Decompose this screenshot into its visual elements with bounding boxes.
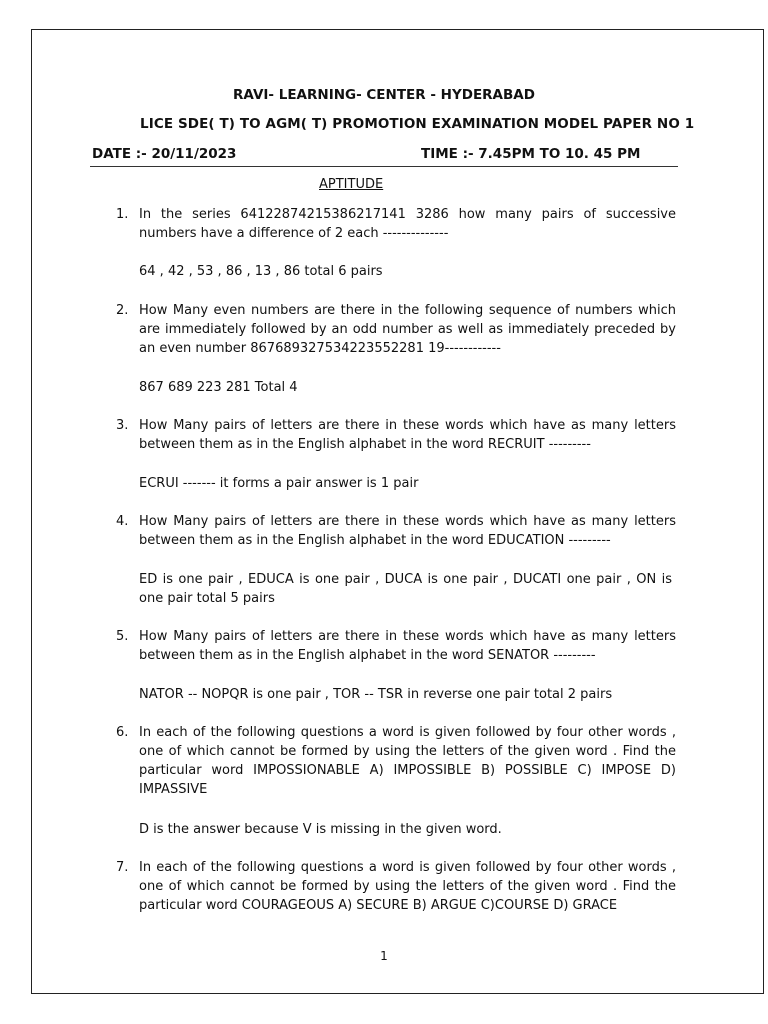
question-number: 6. [116,725,129,740]
question-number: 5. [116,629,129,644]
header-divider [90,166,678,167]
document-subtitle: LICE SDE( T) TO AGM( T) PROMOTION EXAMINATION MODEL PAPER NO 1 [140,116,695,132]
document-title: RAVI- LEARNING- CENTER - HYDERABAD [233,87,535,103]
question-item [116,723,676,799]
question-text: How Many even numbers are there in the following sequence of numbers which are immediately followed by an odd number as well as immediately preceded by an even number 867689327534223552281 19------------ [139,303,676,356]
question-text: In the series 64122874215386217141 3286 how many pairs of successive numbers have a difference of 2 each -------------- [139,207,676,241]
answer-text: NATOR -- NOPQR is one pair , TOR -- TSR in reverse one pair total 2 pairs [139,687,613,702]
exam-time: TIME :- 7.45PM TO 10. 45 PM [421,146,641,162]
question-item [116,627,676,665]
question-item [116,301,676,358]
answer-text: D is the answer because V is missing in the given word. [139,822,502,837]
question-text: In each of the following questions a word is given followed by four other words , one of which cannot be formed by using the letters of the given word . Find the particular word COURAGEOUS A) SECURE B) ARGUE C)COURSE D) GRACE [139,860,676,913]
answer-text: 867 689 223 281 Total 4 [139,380,298,395]
answer-text: ED is one pair , EDUCA is one pair , DUCA is one pair , DUCATI one pair , ON is one pair total 5 pairs [139,572,672,606]
question-text: How Many pairs of letters are there in these words which have as many letters between them as in the English alphabet in the word SENATOR --------- [139,629,676,663]
answer-text: 64 , 42 , 53 , 86 , 13 , 86 total 6 pairs [139,264,383,279]
question-text: In each of the following questions a word is given followed by four other words , one of which cannot be formed by using the letters of the given word . Find the particular word IMPOSSIONABLE A) IMPOSSIBLE B) POSSIBLE C) IMPOSE D) IMPASSIVE [139,725,676,797]
section-heading: APTITUDE [319,177,384,192]
question-number: 7. [116,860,129,875]
question-item [116,416,676,454]
question-item [116,512,676,550]
answer-text: ECRUI ------- it forms a pair answer is 1 pair [139,476,419,491]
question-text: How Many pairs of letters are there in these words which have as many letters between them as in the English alphabet in the word RECRUIT --------- [139,418,676,452]
question-number: 3. [116,418,129,433]
question-number: 1. [116,207,129,222]
page-number: 1 [380,949,388,963]
question-number: 4. [116,514,129,529]
question-text: How Many pairs of letters are there in these words which have as many letters between them as in the English alphabet in the word EDUCATION --------- [139,514,676,548]
question-number: 2. [116,303,129,318]
question-item [116,205,676,243]
question-item [116,858,676,915]
exam-date: DATE :- 20/11/2023 [92,146,237,162]
